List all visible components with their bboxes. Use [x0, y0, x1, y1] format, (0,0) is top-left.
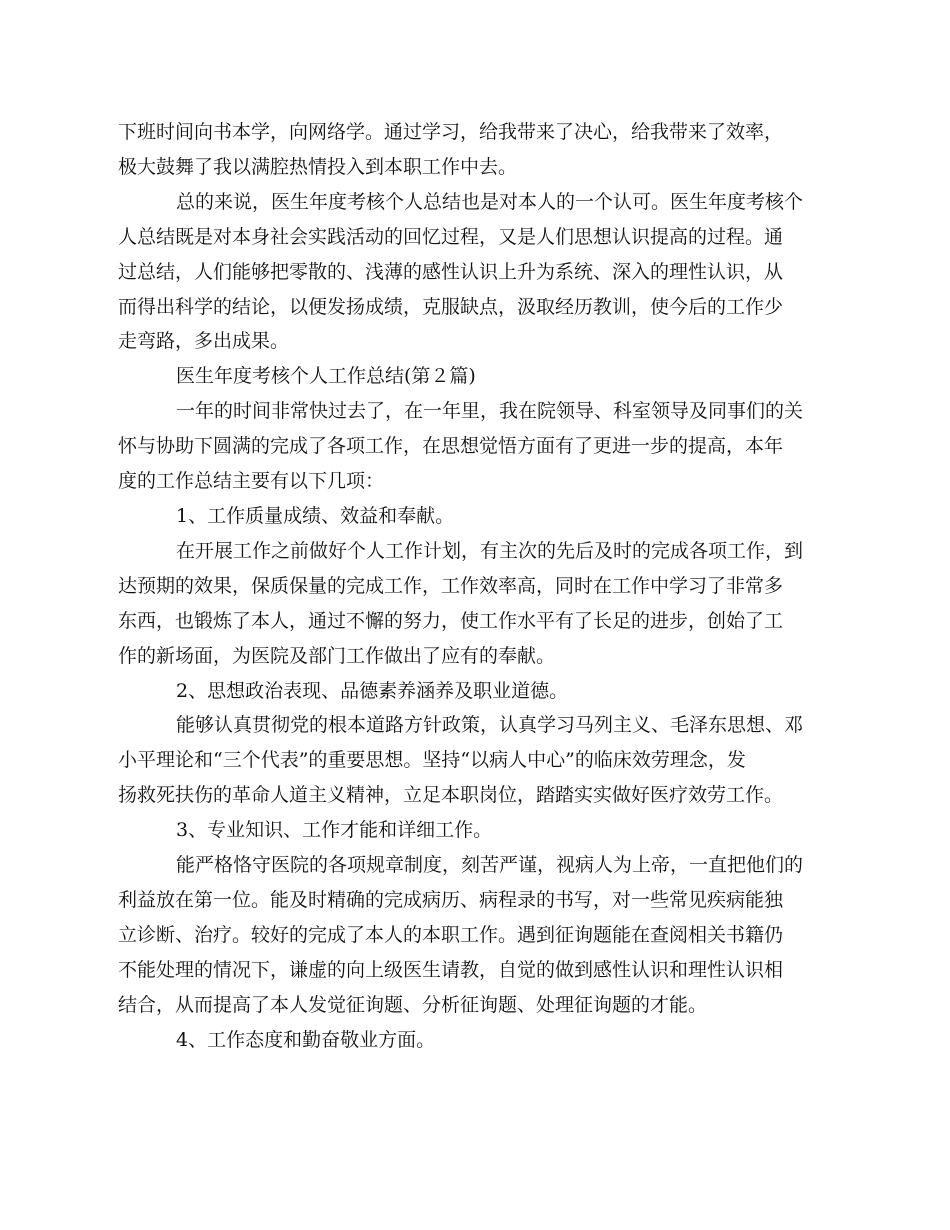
paragraph — [118, 394, 802, 499]
text-line: 1、工作质量成绩、效益和奉献。 — [176, 504, 455, 527]
paragraph — [118, 674, 802, 709]
paragraph — [118, 185, 802, 360]
text-line: 结合，从而提高了本人发觉征询题、分析征询题、处理征询题的才能。 — [118, 993, 708, 1016]
text-line: 扬救死扶伤的革命人道主义精神，立足本职岗位，踏踏实实做好医疗效劳工作。 — [118, 784, 784, 807]
text-line: 作的新场面，为医院及部门工作做出了应有的奉献。 — [118, 644, 556, 667]
text-line: 度的工作总结主要有以下几项： — [118, 470, 385, 493]
text-line: 4、工作态度和勤奋敬业方面。 — [176, 1028, 436, 1051]
text-line: 能严格恪守医院的各项规章制度，刻苦严谨，视病人为上帝，一直把他们的 — [176, 854, 804, 877]
text-line: 走弯路，多出成果。 — [118, 330, 290, 353]
text-line: 而得出科学的结论，以便发扬成绩，克服缺点，汲取经历教训，使今后的工作少 — [118, 295, 784, 318]
paragraph — [118, 359, 802, 394]
text-line: 不能处理的情况下，谦虚的向上级医生请教，自觉的做到感性认识和理性认识相 — [118, 958, 784, 981]
paragraph — [118, 848, 802, 1023]
text-line: 利益放在第一位。能及时精确的完成病历、病程录的书写，对一些常见疾病能独 — [118, 888, 784, 911]
paragraph — [118, 499, 802, 534]
text-line: 东西，也锻炼了本人，通过不懈的努力，使工作水平有了长足的进步，创始了工 — [118, 609, 784, 632]
text-line: 3、专业知识、工作才能和详细工作。 — [176, 819, 493, 842]
paragraph — [118, 813, 802, 848]
text-line: 总的来说，医生年度考核个人总结也是对本人的一个认可。医生年度考核个 — [176, 190, 804, 213]
paragraph — [118, 115, 802, 185]
document-body — [118, 115, 802, 1057]
paragraph — [118, 708, 802, 813]
text-line: 过总结，人们能够把零散的、浅薄的感性认识上升为系统、深入的理性认识，从 — [118, 260, 784, 283]
text-line: 医生年度考核个人工作总结(第２篇) — [176, 365, 476, 388]
text-line: 立诊断、治疗。较好的完成了本人的本职工作。遇到征询题能在查阅相关书籍仍 — [118, 923, 784, 946]
text-line: 人总结既是对本身社会实践活动的回忆过程，又是人们思想认识提高的过程。通 — [118, 225, 784, 248]
text-line: 2、思想政治表现、品德素养涵养及职业道德。 — [176, 679, 569, 702]
text-line: 能够认真贯彻党的根本道路方针政策，认真学习马列主义、毛泽东思想、邓 — [176, 714, 804, 737]
text-line: 下班时间向书本学，向网络学。通过学习，给我带来了决心，给我带来了效率， — [118, 121, 784, 143]
text-line: 怀与协助下圆满的完成了各项工作，在思想觉悟方面有了更进一步的提高，本年 — [118, 435, 784, 458]
text-line: 达预期的效果，保质保量的完成工作，工作效率高，同时在工作中学习了非常多 — [118, 574, 784, 597]
text-line: 一年的时间非常快过去了，在一年里，我在院领导、科室领导及同事们的关 — [176, 400, 804, 423]
paragraph — [118, 1023, 802, 1058]
text-line: 极大鼓舞了我以满腔热情投入到本职工作中去。 — [118, 155, 518, 178]
text-line: 小平理论和“三个代表”的重要思想。坚持“以病人中心”的临床效劳理念，发 — [118, 749, 746, 772]
paragraph — [118, 534, 802, 674]
text-line: 在开展工作之前做好个人工作计划，有主次的先后及时的完成各项工作，到 — [176, 539, 804, 562]
